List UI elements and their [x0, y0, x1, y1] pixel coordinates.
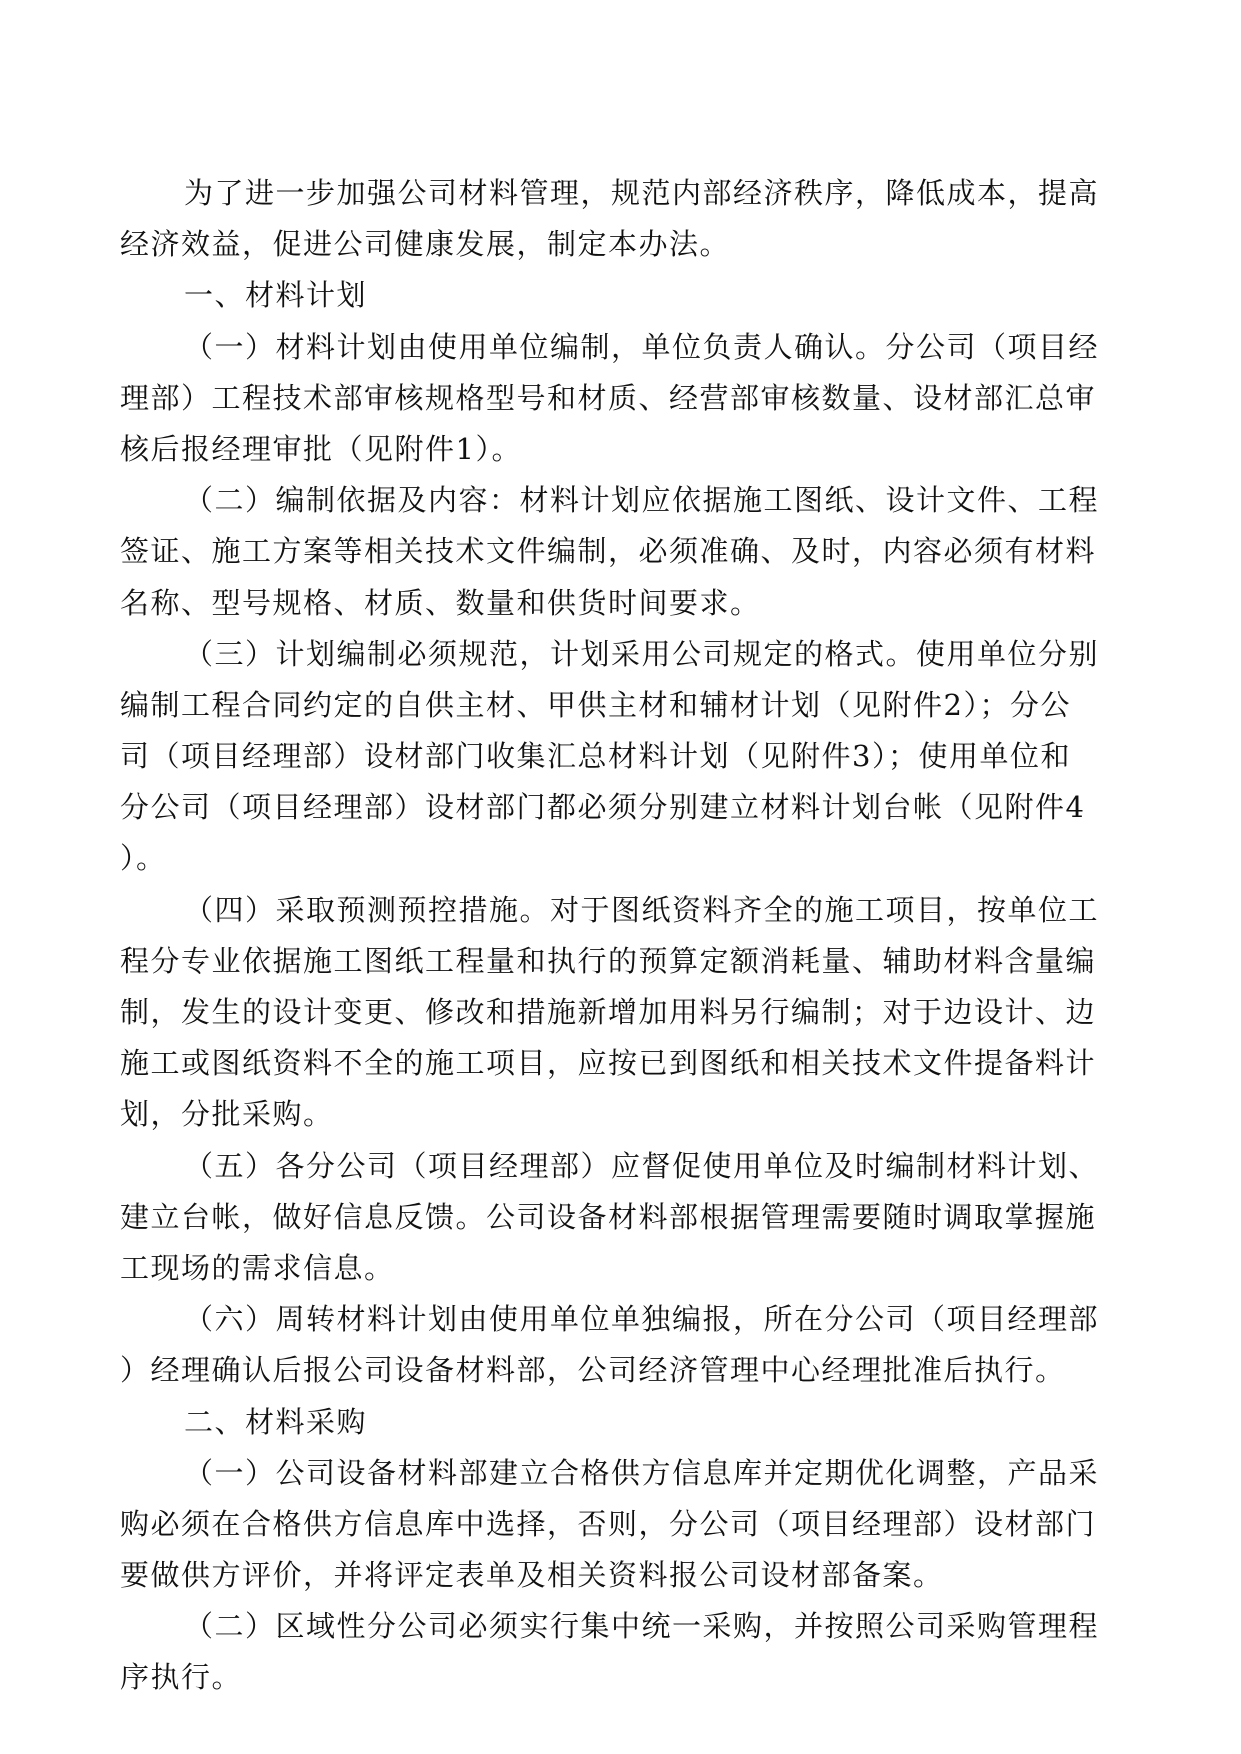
paragraph-line: 划，分批采购。 [120, 1097, 334, 1132]
paragraph-first-line: （四）采取预测预控措施。对于图纸资料齐全的施工项目，按单位工 [184, 892, 1100, 927]
paragraph-line: ）。 [120, 841, 167, 876]
paragraph-line: 司（项目经理部）设材部门收集汇总材料计划（见附件3）；使用单位和 [120, 739, 1071, 774]
paragraph-line: 建立台帐，做好信息反馈。公司设备材料部根据管理需要随时调取掌握施 [120, 1199, 1097, 1234]
paragraph-first-line: 为了进一步加强公司材料管理，规范内部经济秩序，降低成本，提高 [184, 176, 1100, 210]
paragraph-line: 程分专业依据施工图纸工程量和执行的预算定额消耗量、辅助材料含量编 [120, 943, 1097, 978]
paragraph-line: ）经理确认后报公司设备材料部，公司经济管理中心经理批准后执行。 [120, 1353, 1066, 1388]
paragraph-first-line: （二）编制依据及内容：材料计划应依据施工图纸、设计文件、工程 [184, 483, 1100, 518]
paragraph-line: 工现场的需求信息。 [120, 1250, 395, 1285]
paragraph-line: 签证、施工方案等相关技术文件编制，必须准确、及时，内容必须有材料 [120, 534, 1097, 569]
paragraph-line: 施工或图纸资料不全的施工项目，应按已到图纸和相关技术文件提备料计 [120, 1046, 1097, 1081]
paragraph-line: 经济效益，促进公司健康发展，制定本办法。 [120, 227, 731, 262]
paragraph-first-line: （一）公司设备材料部建立合格供方信息库并定期优化调整，产品采 [184, 1455, 1100, 1490]
paragraph-first-line: （一）材料计划由使用单位编制，单位负责人确认。分公司（项目经 [184, 329, 1100, 364]
paragraph-line: 序执行。 [120, 1660, 243, 1695]
paragraph-first-line: （六）周转材料计划由使用单位单独编报，所在分公司（项目经理部 [184, 1302, 1100, 1337]
paragraph-line: 理部）工程技术部审核规格型号和材质、经营部审核数量、设材部汇总审 [120, 380, 1097, 415]
paragraph-line: 核后报经理审批（见附件1）。 [120, 431, 522, 466]
paragraph-line: 制，发生的设计变更、修改和措施新增加用料另行编制；对于边设计、边 [120, 995, 1097, 1029]
paragraph-line: 名称、型号规格、材质、数量和供货时间要求。 [120, 585, 761, 620]
paragraph-line: 分公司（项目经理部）设材部门都必须分别建立材料计划台帐（见附件4 [120, 790, 1086, 825]
paragraph-line: 编制工程合同约定的自供主材、甲供主材和辅材计划（见附件2）；分公 [120, 687, 1071, 722]
paragraph-line: 购必须在合格供方信息库中选择，否则，分公司（项目经理部）设材部门 [120, 1506, 1097, 1541]
paragraph-first-line: （三）计划编制必须规范，计划采用公司规定的格式。使用单位分别 [184, 636, 1100, 671]
paragraph-first-line: 二、材料采购 [184, 1404, 368, 1439]
paragraph-first-line: 一、材料计划 [184, 278, 368, 313]
paragraph-first-line: （二）区域性分公司必须实行集中统一采购，并按照公司采购管理程 [184, 1609, 1100, 1644]
paragraph-first-line: （五）各分公司（项目经理部）应督促使用单位及时编制材料计划、 [184, 1148, 1100, 1183]
paragraph-line: 要做供方评价，并将评定表单及相关资料报公司设材部备案。 [120, 1558, 944, 1593]
document-body [120, 168, 1120, 1704]
